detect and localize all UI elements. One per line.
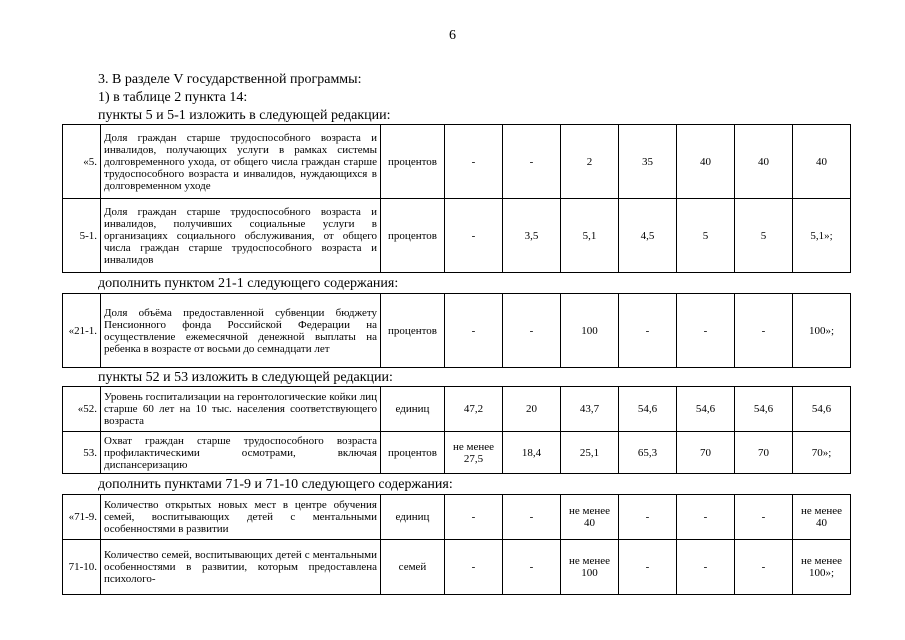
value-cell: 5 xyxy=(677,199,735,273)
value-cell: 5,1»; xyxy=(793,199,851,273)
value-cell: 70 xyxy=(735,432,793,474)
intro-line-2: 1) в таблице 2 пункта 14: xyxy=(98,90,248,105)
unit-cell: процентов xyxy=(381,125,445,199)
row-number: 53. xyxy=(63,432,101,474)
unit-cell: процентов xyxy=(381,294,445,368)
table-row xyxy=(63,125,851,199)
page-number: 6 xyxy=(449,28,456,43)
value-cell: - xyxy=(445,125,503,199)
value-cell: 54,6 xyxy=(793,387,851,432)
unit-cell: процентов xyxy=(381,432,445,474)
value-cell: - xyxy=(677,495,735,540)
unit-cell: семей xyxy=(381,540,445,595)
table-points-52-53 xyxy=(62,386,851,474)
value-cell: 3,5 xyxy=(503,199,561,273)
value-cell: - xyxy=(735,540,793,595)
value-cell: 5,1 xyxy=(561,199,619,273)
row-number: «5. xyxy=(63,125,101,199)
row-number: «21-1. xyxy=(63,294,101,368)
indicator-description: Количество открытых новых мест в центре обучения семей, воспитывающих детей с ментальными особенностями в развитии xyxy=(101,495,381,540)
value-cell: - xyxy=(503,294,561,368)
indicator-description: Уровень госпитализации на геронтологические койки лиц старше 60 лет на 10 тыс. населения соответствующего возраста xyxy=(101,387,381,432)
table-row xyxy=(63,387,851,432)
value-cell: не менее 40 xyxy=(793,495,851,540)
value-cell: не менее 100 xyxy=(561,540,619,595)
value-cell: - xyxy=(503,125,561,199)
value-cell: 2 xyxy=(561,125,619,199)
value-cell: 20 xyxy=(503,387,561,432)
row-number: «52. xyxy=(63,387,101,432)
value-cell: 100 xyxy=(561,294,619,368)
value-cell: - xyxy=(503,540,561,595)
value-cell: - xyxy=(735,294,793,368)
value-cell: не менее 40 xyxy=(561,495,619,540)
section-heading-52-53: пункты 52 и 53 изложить в следующей редакции: xyxy=(98,370,393,385)
value-cell: - xyxy=(677,294,735,368)
section-heading-21-1: дополнить пунктом 21-1 следующего содержания: xyxy=(98,276,399,291)
value-cell: - xyxy=(677,540,735,595)
indicator-description: Доля граждан старше трудоспособного возраста и инвалидов, получающих услуги в рамках системы долговременного ухода, от общего числа граждан старше трудоспособного возраста и инвалидов, нуждающихся в долговременном уходе xyxy=(101,125,381,199)
indicator-description: Охват граждан старше трудоспособного возраста профилактическими осмотрами, включая диспансеризацию xyxy=(101,432,381,474)
table-row xyxy=(63,495,851,540)
table-row xyxy=(63,199,851,273)
value-cell: - xyxy=(445,199,503,273)
intro-line-3: пункты 5 и 5-1 изложить в следующей редакции: xyxy=(98,108,391,123)
value-cell: 54,6 xyxy=(735,387,793,432)
value-cell: 5 xyxy=(735,199,793,273)
value-cell: 4,5 xyxy=(619,199,677,273)
table-row xyxy=(63,432,851,474)
value-cell: - xyxy=(735,495,793,540)
section-heading-71: дополнить пунктами 71-9 и 71-10 следующего содержания: xyxy=(98,477,453,492)
value-cell: не менее 27,5 xyxy=(445,432,503,474)
value-cell: 100»; xyxy=(793,294,851,368)
indicator-description: Количество семей, воспитывающих детей с ментальными особенностями в развитии, которым предоставлена психолого- xyxy=(101,540,381,595)
value-cell: 40 xyxy=(793,125,851,199)
unit-cell: единиц xyxy=(381,387,445,432)
unit-cell: единиц xyxy=(381,495,445,540)
value-cell: не менее 100»; xyxy=(793,540,851,595)
intro-line-1: 3. В разделе V государственной программы: xyxy=(98,72,362,87)
value-cell: - xyxy=(445,540,503,595)
value-cell: 18,4 xyxy=(503,432,561,474)
value-cell: - xyxy=(619,540,677,595)
value-cell: 70»; xyxy=(793,432,851,474)
table-points-71 xyxy=(62,494,851,595)
row-number: 71-10. xyxy=(63,540,101,595)
value-cell: - xyxy=(445,495,503,540)
value-cell: 35 xyxy=(619,125,677,199)
value-cell: 70 xyxy=(677,432,735,474)
value-cell: 40 xyxy=(735,125,793,199)
table-point-21-1 xyxy=(62,293,851,368)
indicator-description: Доля граждан старше трудоспособного возраста и инвалидов, получивших социальные услуги в организациях социального обслуживания, от общего числа граждан старше трудоспособного возраста и инвалидов xyxy=(101,199,381,273)
value-cell: - xyxy=(445,294,503,368)
indicator-description: Доля объёма предоставленной субвенции бюджету Пенсионного фонда Российской Федерации на осуществление ежемесячной денежной выплаты на ребенка в возрасте от восьми до семнадцати лет xyxy=(101,294,381,368)
value-cell: - xyxy=(503,495,561,540)
value-cell: 65,3 xyxy=(619,432,677,474)
value-cell: - xyxy=(619,294,677,368)
value-cell: - xyxy=(619,495,677,540)
table-row xyxy=(63,294,851,368)
table-row xyxy=(63,540,851,595)
unit-cell: процентов xyxy=(381,199,445,273)
table-points-5 xyxy=(62,124,851,273)
row-number: «71-9. xyxy=(63,495,101,540)
row-number: 5-1. xyxy=(63,199,101,273)
value-cell: 43,7 xyxy=(561,387,619,432)
value-cell: 54,6 xyxy=(677,387,735,432)
value-cell: 40 xyxy=(677,125,735,199)
value-cell: 54,6 xyxy=(619,387,677,432)
value-cell: 47,2 xyxy=(445,387,503,432)
value-cell: 25,1 xyxy=(561,432,619,474)
